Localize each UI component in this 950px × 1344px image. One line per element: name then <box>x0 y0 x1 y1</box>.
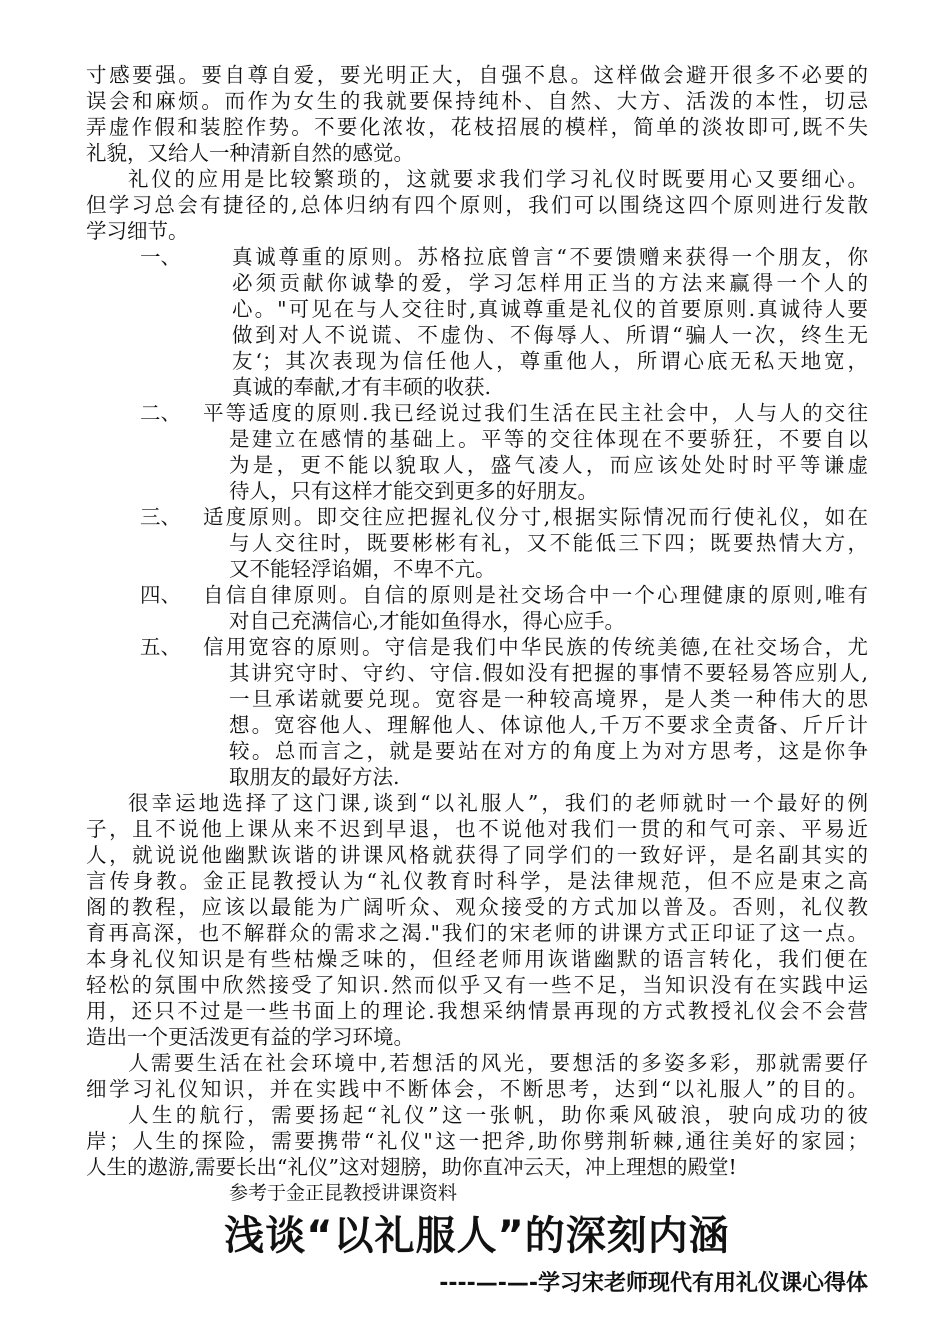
text-line: 人需要生活在社会环境中,若想活的风光，要想活的多姿多彩，那就需要仔 <box>128 1051 868 1075</box>
text-line: 较。总而言之，就是要站在对方的角度上为对方思考，这是你争 <box>229 739 868 763</box>
text-line: 人，就说说他幽默诙谐的讲课风格就获得了同学们的一致好评，是名副其实的 <box>86 843 868 867</box>
text-line: 很幸运地选择了这门课,谈到“以礼服人”，我们的老师就时一个最好的例 <box>128 791 868 815</box>
text-line: 言传身教。金正昆教授认为“礼仪教育时科学，是法律规范，但不应是束之高 <box>86 869 868 893</box>
text-line: 用，还只不过是一些书面上的理论.我想采纳情景再现的方式教授礼仪会不会营 <box>86 999 868 1023</box>
text-line: 与人交往时，既要彬彬有礼，又不能低三下四；既要热情大方， <box>229 531 868 555</box>
paragraph-4 <box>86 1050 868 1102</box>
text-line: 是建立在感情的基础上。平等的交往体现在不要骄狂，不要自以 <box>229 427 868 451</box>
text-line: 做到对人不说谎、不虚伪、不侮辱人、所谓“骗人一次，终生无 <box>232 323 868 347</box>
text-line: 想。宽容他人、理解他人、体谅他人,千万不要求全责备、斤斤计 <box>229 713 868 737</box>
text-line: 学习细节。 <box>86 219 189 243</box>
text-line: 对自己充满信心,才能如鱼得水，得心应手。 <box>229 609 626 633</box>
principle-item-4 <box>86 582 868 634</box>
principles-list <box>86 244 868 790</box>
text-line: 为是，更不能以貌取人，盛气凌人，而应该处处时时平等谦虚 <box>229 453 868 477</box>
principle-number: 一、 <box>140 245 181 269</box>
text-line: 礼貌，又给人一种清新自然的感觉。 <box>86 141 414 165</box>
text-line: 礼仪的应用是比较繁琐的，这就要求我们学习礼仪时既要用心又要细心。 <box>128 167 868 191</box>
text-line: 轻松的氛围中欣然接受了知识.然而似乎又有一些不足，当知识没有在实践中运 <box>86 973 868 997</box>
paragraph-5 <box>86 1102 868 1180</box>
text-line: 必须贡献你诚挚的爱，学习怎样用正当的方法来赢得一个人的 <box>232 271 868 295</box>
principle-number: 二、 <box>140 401 181 425</box>
principle-item-5 <box>86 634 868 790</box>
text-line: 真诚尊重的原则。苏格拉底曾言“不要馈赠来获得一个朋友，你 <box>232 245 868 269</box>
text-line: 弄虚作假和装腔作势。不要化浓妆，花枝招展的模样，简单的淡妆即可,既不失 <box>86 115 868 139</box>
document-page <box>86 62 868 1300</box>
text-line: 取朋友的最好方法. <box>229 765 400 789</box>
text-line: 但学习总会有捷径的,总体归纳有四个原则，我们可以围绕这四个原则进行发散 <box>86 193 868 217</box>
text-line: 自信自律原则。自信的原则是社交场合中一个心理健康的原则,唯有 <box>203 583 868 607</box>
text-line: 阁的教程，应该以最能为广阔听众、观众接受的方式加以普及。否则，礼仪教 <box>86 895 868 919</box>
text-line: 人生的遨游,需要长出“礼仪”这对翅膀，助你直冲云天，冲上理想的殿堂! <box>86 1155 737 1179</box>
source-note: 参考于金正昆教授讲课资料 <box>229 1182 458 1204</box>
paragraph-2 <box>86 166 868 244</box>
text-line: 造出一个更活泼更有益的学习环境。 <box>86 1025 414 1049</box>
text-line: 待人，只有这样才能交到更多的好朋友。 <box>229 479 598 503</box>
text-line: 信用宽容的原则。守信是我们中华民族的传统美德,在社交场合，尤 <box>203 635 868 659</box>
text-line: 育再高深，也不解群众的需求之渴."我们的宋老师的讲课方式正印证了这一点。 <box>86 921 868 945</box>
text-line: 一旦承诺就要兑现。宽容是一种较高境界，是人类一种伟大的思 <box>229 687 868 711</box>
paragraph-3 <box>86 790 868 1050</box>
document-subtitle: ----—-—-学习宋老师现代有用礼仪课心得体 <box>439 1271 868 1296</box>
text-line: 心。"可见在与人交往时,真诚尊重是礼仪的首要原则.真诚待人要 <box>232 297 868 321</box>
principle-item-3 <box>86 504 868 582</box>
text-line: 适度原则。即交往应把握礼仪分寸,根据实际情况而行使礼仪，如在 <box>203 505 868 529</box>
text-line: 人生的航行，需要扬起“礼仪”这一张帆，助你乘风破浪，驶向成功的彼 <box>128 1103 868 1127</box>
principle-item-1 <box>86 244 868 400</box>
text-line: 细学习礼仪知识，并在实践中不断体会，不断思考，达到“以礼服人”的目的。 <box>86 1077 868 1101</box>
text-line: 真诚的奉献,才有丰硕的收获. <box>232 375 492 399</box>
text-line: 其讲究守时、守约、守信.假如没有把握的事情不要轻易答应别人, <box>229 661 868 685</box>
text-line: 本身礼仪知识是有些枯燥乏味的，但经老师用诙谐幽默的语言转化，我们便在 <box>86 947 868 971</box>
text-line: 友‘；其次表现为信任他人，尊重他人，所谓心底无私天地宽， <box>232 349 868 373</box>
principle-item-2 <box>86 400 868 504</box>
text-line: 寸感要强。要自尊自爱，要光明正大，自强不息。这样做会避开很多不必要的 <box>86 63 868 87</box>
principle-number: 四、 <box>140 583 181 607</box>
text-line: 岸；人生的探险，需要携带“礼仪"这一把斧,助你劈荆斩棘,通往美好的家园； <box>86 1129 868 1153</box>
document-title: 浅谈“以礼服人”的深刻内涵 <box>224 1213 730 1259</box>
paragraph-1 <box>86 62 868 166</box>
text-line: 误会和麻烦。而作为女生的我就要保持纯朴、自然、大方、活泼的本性，切忌 <box>86 89 868 113</box>
text-line: 又不能轻浮谄媚，不卑不亢。 <box>229 557 496 581</box>
principle-number: 五、 <box>140 635 181 659</box>
text-line: 子，且不说他上课从来不迟到早退，也不说他对我们一贯的和气可亲、平易近 <box>86 817 868 841</box>
principle-number: 三、 <box>140 505 181 529</box>
text-line: 平等适度的原则.我已经说过我们生活在民主社会中，人与人的交往 <box>203 401 868 425</box>
